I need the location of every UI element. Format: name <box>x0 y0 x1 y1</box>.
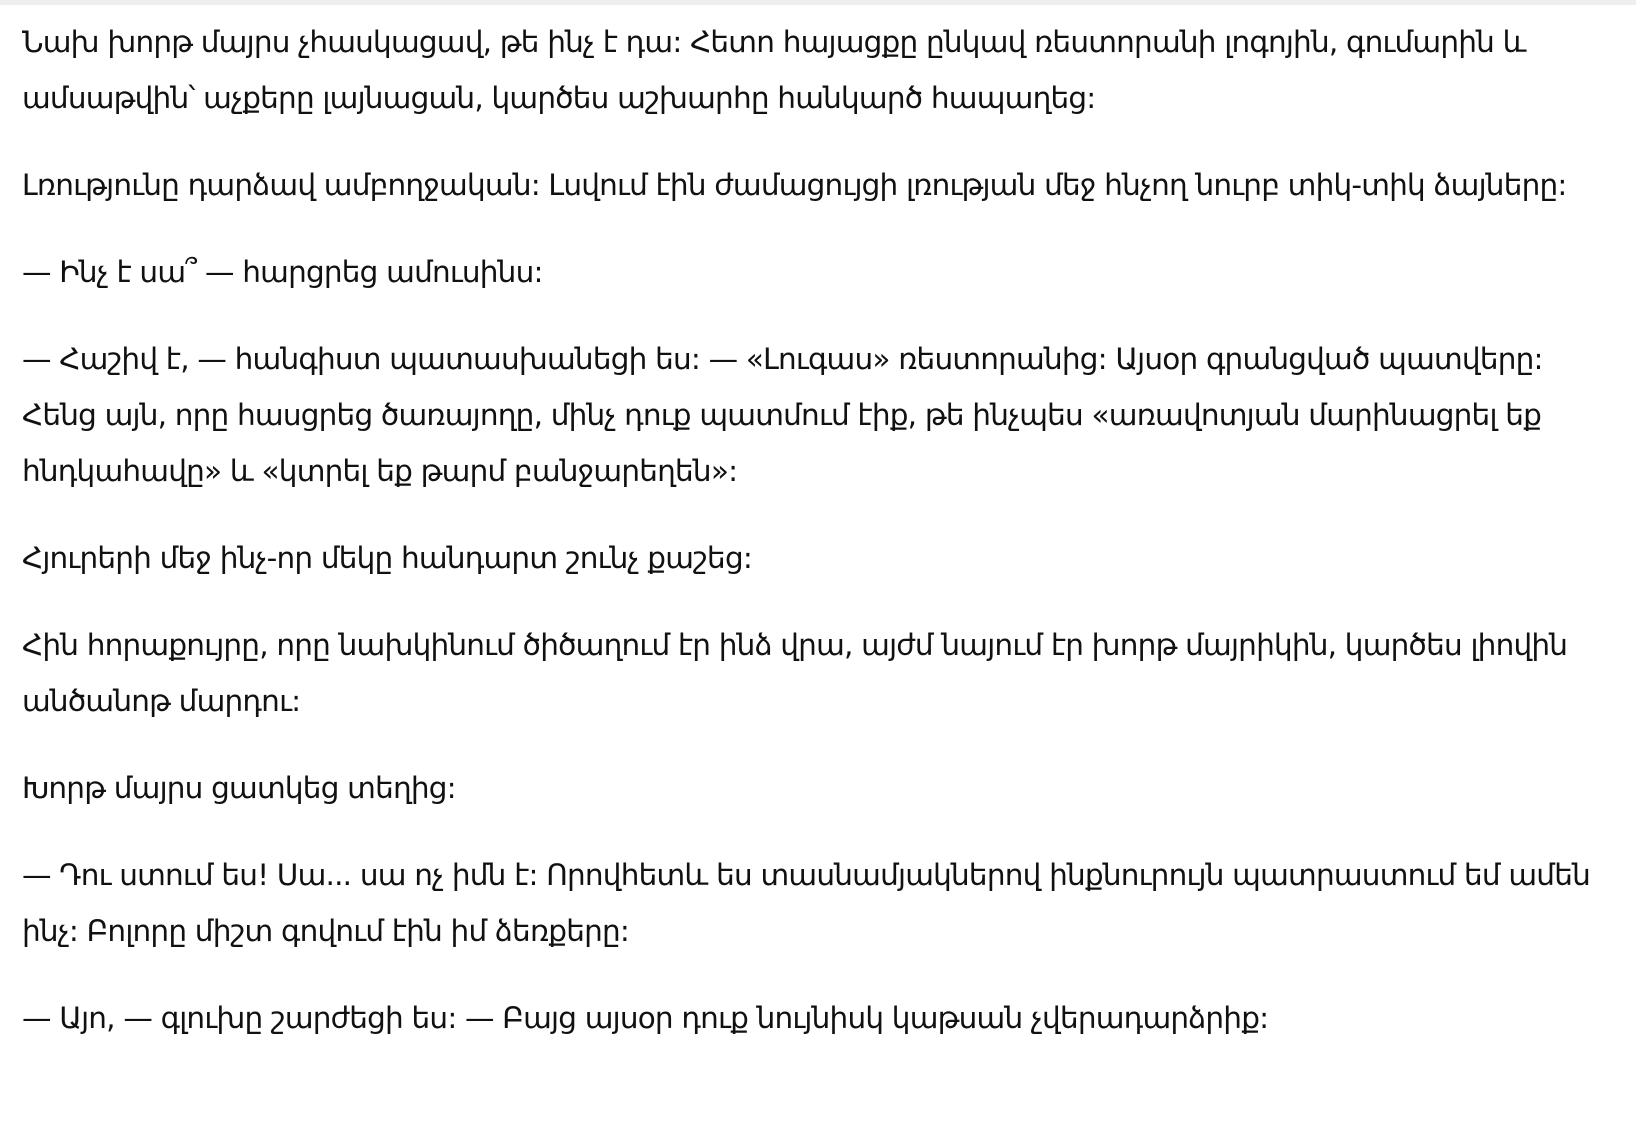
paragraph: — Ինչ է սա՞ — հարցրեց ամուսինս: <box>22 255 543 289</box>
paragraph: Հյուրերի մեջ ինչ-որ մեկը հանդարտ շունչ քաշեց: <box>22 541 752 575</box>
article-text <box>22 14 1622 1077</box>
top-border <box>0 0 1636 5</box>
paragraph: — Այո, — գլուխը շարժեցի ես: — Բայց այսօր դուք նույնիսկ կաթսան չվերադարձրիք: <box>22 1001 1269 1035</box>
paragraph: Լռությունը դարձավ ամբողջական: Լսվում էին ժամացույցի լռության մեջ հնչող նուրբ տիկ-տիկ ձայները: <box>22 168 1567 202</box>
paragraph: — Դու ստում ես! Սա... սա ոչ իմն է: Որովհետև ես տասնամյակներով ինքնուրույն պատրաստում եմ ամեն ինչ: Բոլորը միշտ գովում էին իմ ձեռքերը: <box>22 858 1591 948</box>
paragraph: Խորթ մայրս ցատկեց տեղից: <box>22 771 456 805</box>
paragraph: Հին հորաքույրը, որը նախկինում ծիծաղում էր ինձ վրա, այժմ նայում էր խորթ մայրիկին, կարծես լիովին անծանոթ մարդու: <box>22 628 1568 718</box>
paragraph: Նախ խորթ մայրս չհասկացավ, թե ինչ է դա: Հետո հայացքը ընկավ ռեստորանի լոգոյին, գումարին և ամսաթվին՝ աչքերը լայնացան, կարծես աշխարհը հանկարծ հապաղեց: <box>22 25 1526 115</box>
paragraph: — Հաշիվ է, — հանգիստ պատասխանեցի ես: — «Լուգաս» ռեստորանից: Այսօր գրանցված պատվերը: Հենց այն, որը հասցրեց ծառայողը, մինչ դուք պատմում էիք, թե ինչպես «առավոտյան մարինացրել եք հնդկահավը» և «կտրել եք թարմ բանջարեղեն»: <box>22 342 1543 488</box>
